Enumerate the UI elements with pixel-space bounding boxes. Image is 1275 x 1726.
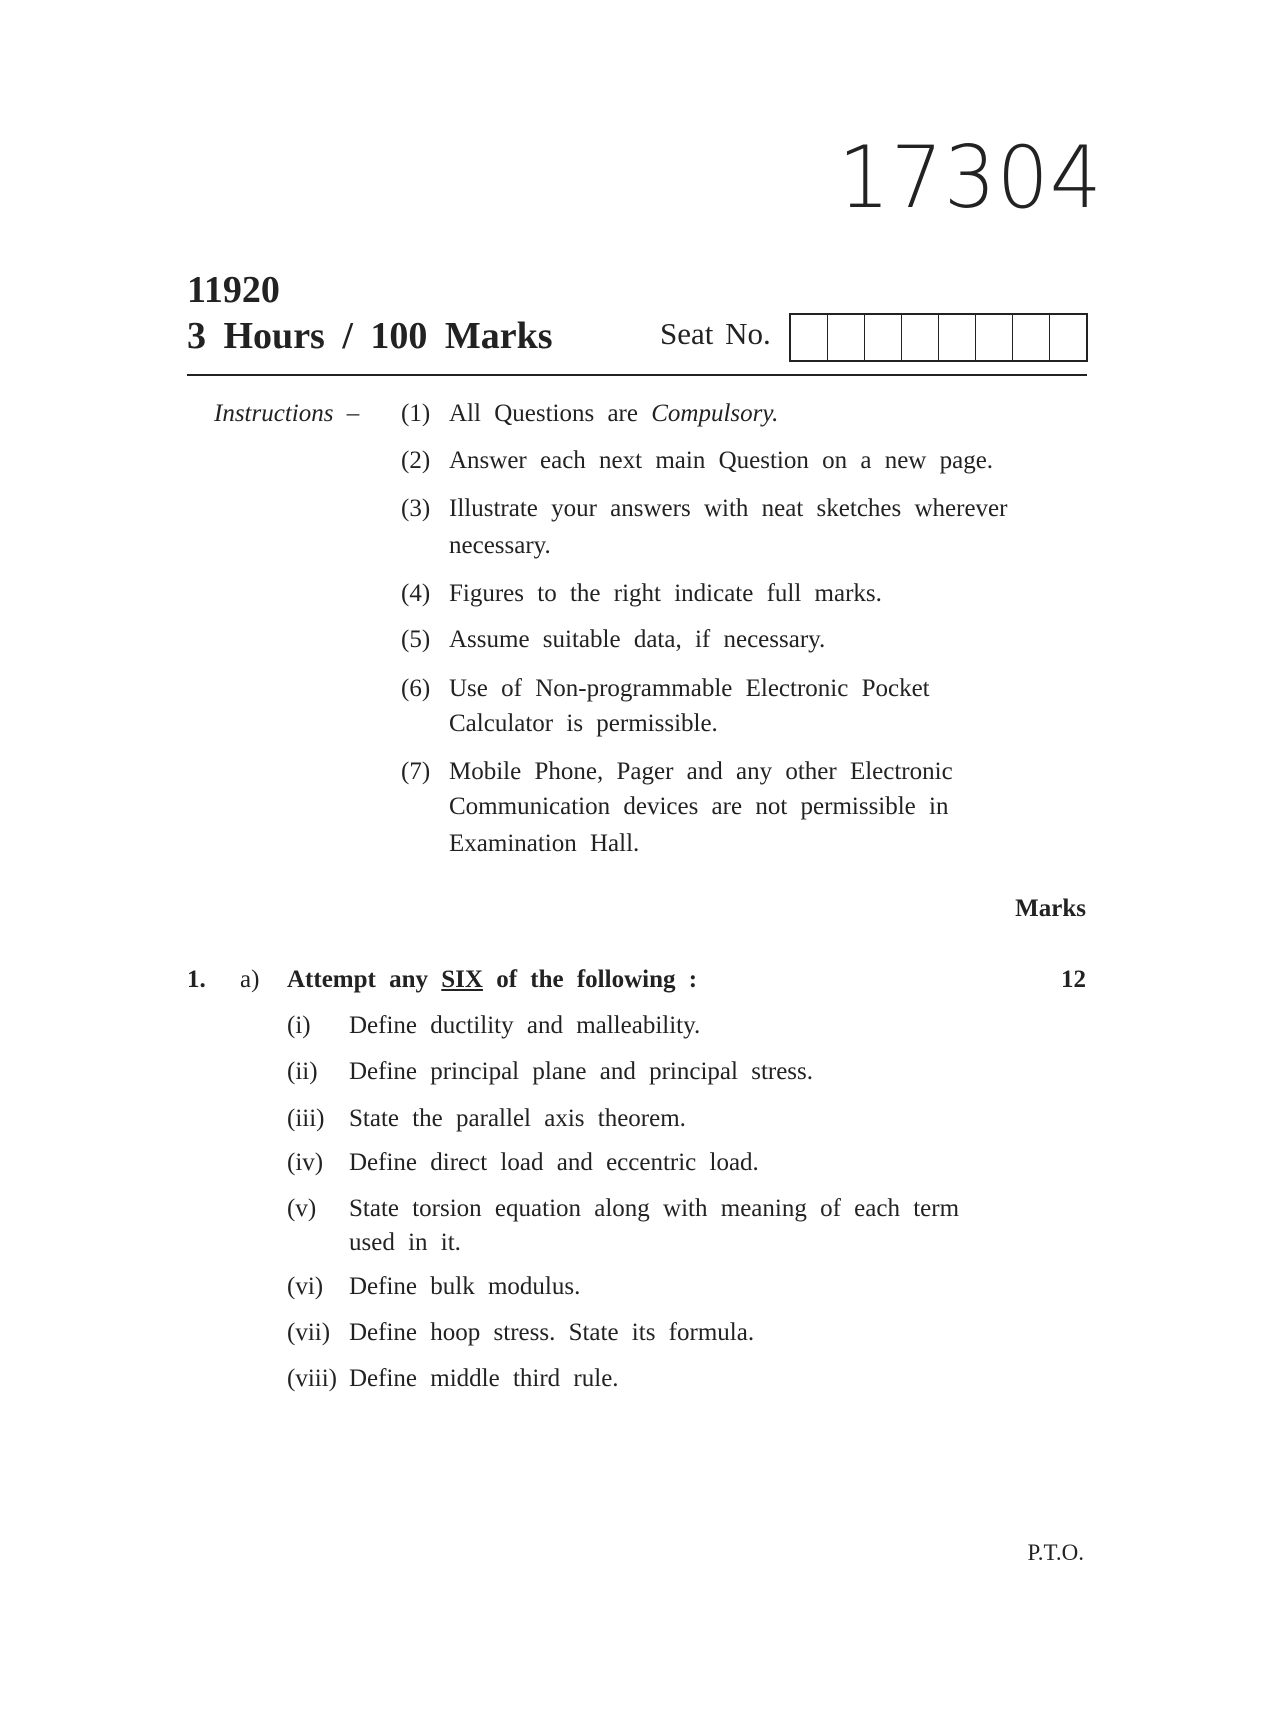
seat-box[interactable] <box>865 315 902 360</box>
instruction-line: All Questions are <box>449 400 652 427</box>
instruction-text <box>449 757 953 787</box>
marks-heading: Marks <box>1015 895 1086 922</box>
sub-question-text: Define hoop stress. State its formula. <box>349 1319 755 1346</box>
sub-question-text: State the parallel axis theorem. <box>349 1105 686 1132</box>
instruction-text <box>449 709 718 739</box>
instruction-line: Answer each next main Question on a new page. <box>449 447 994 474</box>
heading-emphasis: SIX <box>441 966 483 993</box>
instruction-line: Communication devices are not permissible in <box>449 793 949 820</box>
sub-question-number: (iv) <box>287 1149 324 1176</box>
instruction-text <box>449 446 993 476</box>
question-part: a) <box>240 966 260 993</box>
instruction-text <box>449 625 825 655</box>
seat-label: Seat No. <box>660 316 771 351</box>
instruction-number: (6) <box>401 675 431 702</box>
subject-code: 11920 <box>187 269 280 311</box>
instruction-number: (3) <box>401 495 431 522</box>
sub-question-number: (i) <box>287 1012 311 1039</box>
sub-question-text: used in it. <box>349 1229 461 1256</box>
instruction-text <box>449 829 639 859</box>
instruction-line: Figures to the right indicate full marks. <box>449 580 882 607</box>
instruction-text <box>449 531 551 561</box>
question-number: 1. <box>187 966 206 993</box>
instruction-line: Illustrate your answers with neat sketches wherever <box>449 495 1008 522</box>
sub-question-number: (ii) <box>287 1058 318 1085</box>
instruction-text <box>449 494 1007 524</box>
instruction-line: Assume suitable data, if necessary. <box>449 626 826 653</box>
seat-box[interactable] <box>791 315 828 360</box>
sub-question-number: (vi) <box>287 1273 324 1300</box>
sub-question-number: (vii) <box>287 1319 331 1346</box>
seat-number-boxes[interactable] <box>789 313 1088 362</box>
instruction-text <box>449 579 882 609</box>
sub-question-text: Define principal plane and principal stress. <box>349 1058 814 1085</box>
question-marks: 12 <box>1061 966 1086 993</box>
header-divider <box>187 374 1087 376</box>
sub-question-number: (iii) <box>287 1105 325 1132</box>
heading-pre: Attempt any <box>287 966 442 993</box>
instruction-emphasis: Compulsory. <box>651 400 779 427</box>
instruction-number: (4) <box>401 580 431 607</box>
instruction-number: (2) <box>401 447 431 474</box>
instruction-number: (1) <box>401 400 431 427</box>
sub-question-text: Define ductility and malleability. <box>349 1012 701 1039</box>
duration-marks: 3 Hours / 100 Marks <box>187 315 553 357</box>
seat-box[interactable] <box>828 315 865 360</box>
instruction-line: Use of Non-programmable Electronic Pocket <box>449 675 930 702</box>
sub-question-text: Define direct load and eccentric load. <box>349 1149 759 1176</box>
paper-code: 17304 <box>838 128 1103 228</box>
sub-question-text: Define middle third rule. <box>349 1365 619 1392</box>
instruction-line: Calculator is permissible. <box>449 710 718 737</box>
seat-box[interactable] <box>939 315 976 360</box>
instruction-line: necessary. <box>449 532 551 559</box>
sub-question-text: State torsion equation along with meaning of each term <box>349 1195 960 1222</box>
seat-box[interactable] <box>1013 315 1050 360</box>
instruction-line: Examination Hall. <box>449 830 640 857</box>
sub-question-number: (v) <box>287 1195 317 1222</box>
instruction-line: Mobile Phone, Pager and any other Electronic <box>449 758 953 785</box>
instruction-number: (7) <box>401 758 431 785</box>
pto-text: P.T.O. <box>1027 1540 1084 1565</box>
question-heading <box>287 965 697 995</box>
instruction-number: (5) <box>401 626 431 653</box>
seat-box[interactable] <box>976 315 1013 360</box>
instruction-text <box>449 674 930 704</box>
sub-question-text: Define bulk modulus. <box>349 1273 581 1300</box>
instruction-text <box>449 399 778 429</box>
instructions-label: Instructions – <box>214 400 360 427</box>
heading-post: of the following : <box>482 966 698 993</box>
instruction-text <box>449 792 948 822</box>
seat-box[interactable] <box>1050 315 1086 360</box>
seat-box[interactable] <box>902 315 939 360</box>
sub-question-number: (viii) <box>287 1365 337 1392</box>
